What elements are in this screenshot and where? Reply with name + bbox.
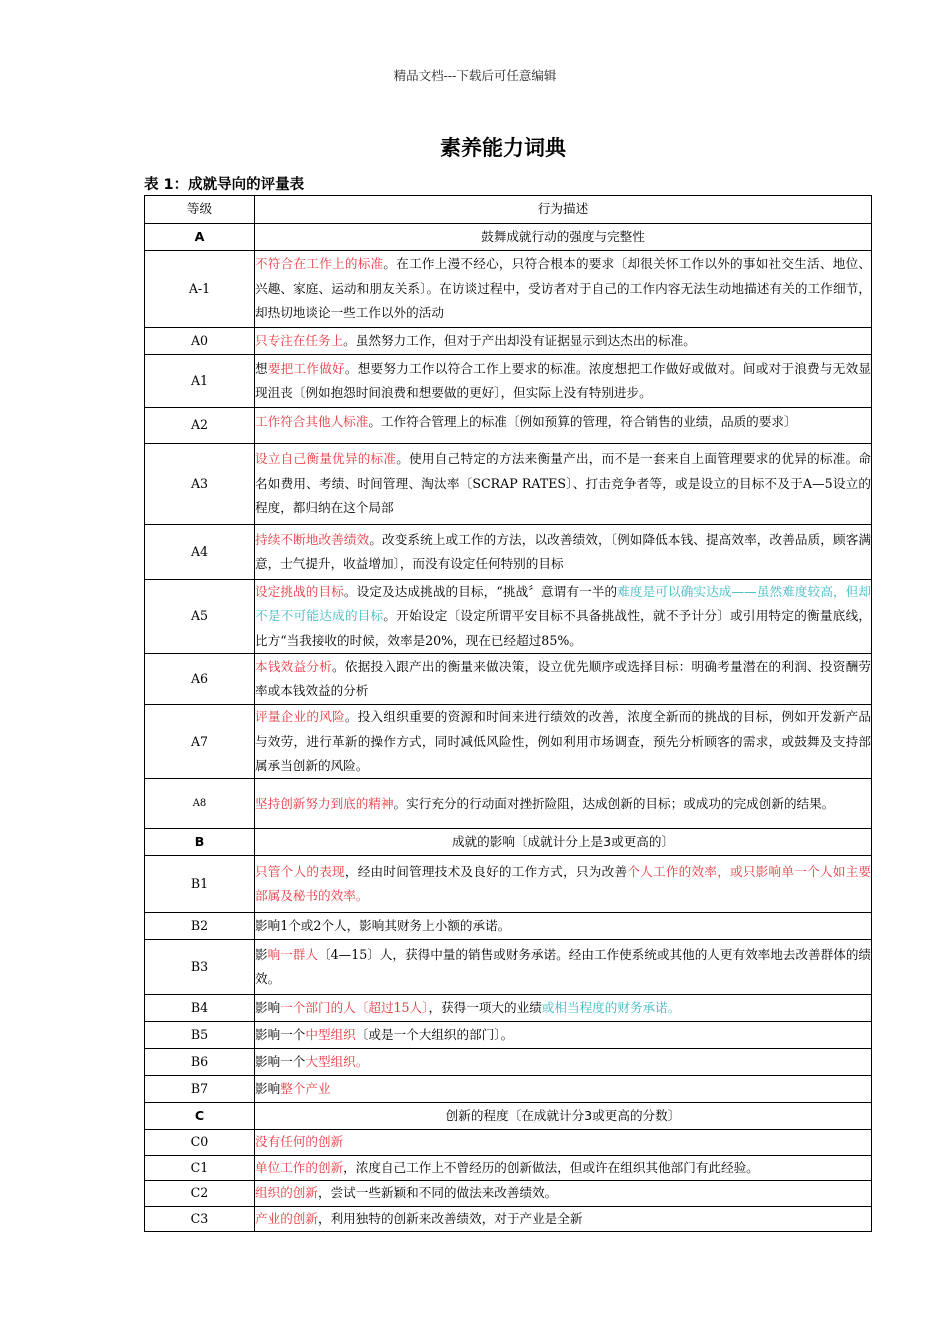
description-text [255,580,871,653]
table-row [145,1049,872,1076]
highlighted-text: 要把工作做好 [267,360,345,376]
grade-cell: C3 [145,1206,255,1231]
grade-cell: A3 [145,444,255,525]
grade-cell: A [145,224,255,251]
description-segment: 影响一个 [255,1027,306,1043]
description-cell [255,1130,872,1155]
grade-cell: A4 [145,525,255,580]
description-segment: 影响 [255,1000,281,1016]
section-row [145,829,872,856]
description-cell [255,408,872,444]
section-row [145,224,872,251]
description-segment: ，尝试一些新颖和不同的做法来改善绩效。 [317,1185,558,1201]
grade-cell: C1 [145,1155,255,1180]
document-title: 素养能力词典 [440,136,566,160]
highlighted-text: 单位工作的创新 [255,1159,344,1175]
description-cell [255,251,872,328]
table-body [145,224,872,1232]
highlighted-text: 没有任何的创新 [255,1134,344,1150]
header-note: 精品文档---下载后可任意编辑 [393,68,557,83]
description-cell [255,705,872,779]
table-row [145,328,872,355]
highlighted-text: 只管个人的表现 [255,864,345,880]
highlighted-text: 工作符合其他人标准 [255,413,369,429]
description-cell [255,940,872,995]
table-row [145,444,872,525]
highlighted-text: 或相当程度的财务承诺。 [541,1000,681,1016]
description-segment: 。使用自己特定的方法来衡量产出，而不是一套来自上面管理要求的优异的标准。命名如费用、考绩、时间管理、淘汰率〔SCRAP RATES〕、打击竞争者等，或是设立的目标不及于A—5设立的程度，都归纳在这个局部 [255,451,872,516]
highlighted-text: 产业的创新 [255,1210,318,1226]
grade-cell: C0 [145,1130,255,1155]
grade-cell: B5 [145,1022,255,1049]
description-text [255,860,871,909]
grade-cell: A6 [145,654,255,705]
description-text [255,447,871,520]
column-header-description: 行为描述 [255,196,872,224]
description-cell [255,995,872,1022]
description-segment: 影响1个或2个人，影响其财务上小额的承诺。 [255,918,511,934]
grade-cell: B1 [145,856,255,913]
grade-cell: A2 [145,408,255,444]
description-text [255,705,871,778]
grade-cell: B [145,829,255,856]
table-row [145,995,872,1022]
description-segment: 影 [255,947,268,963]
highlighted-text: 响一群人 [267,947,318,963]
table-row [145,355,872,408]
section-title: 鼓舞成就行动的强度与完整性 [255,224,872,251]
description-segment: ，浓度自己工作上不曾经历的创新做法，但或许在组织其他部门有此经验。 [343,1159,759,1175]
grade-cell: C2 [145,1181,255,1206]
table-row [145,408,872,444]
table-row [145,913,872,940]
highlighted-text: 组织的创新 [255,1185,318,1201]
grade-cell: B3 [145,940,255,995]
grade-cell: A-1 [145,251,255,328]
table-row [145,525,872,580]
highlighted-text: 评量企业的风险 [255,709,345,725]
grade-cell: B4 [145,995,255,1022]
table-caption: 表 1：成就导向的评量表 [144,177,305,193]
description-segment: 。投入组织重要的资源和时间来进行绩效的改善，浓度全新而的挑战的目标，例如开发新产品与效劳，进行革新的操作方式，同时减低风险性，例如利用市场调查，预先分析顾客的需求，或鼓舞及支持部属承当创新的风险。 [255,709,872,774]
description-cell [255,1076,872,1103]
table-row [145,654,872,705]
description-cell [255,580,872,654]
table-row [145,940,872,995]
grade-cell: A8 [145,779,255,829]
description-cell [255,444,872,525]
description-segment: 影响一个 [255,1054,306,1070]
description-text [255,1023,871,1047]
table-row [145,1181,872,1206]
description-segment: 。想要努力工作以符合工作上要求的标准。浓度想把工作做好或做对。间或对于浪费与无效显现沮丧〔例如抱怨时间浪费和想要做的更好〕，但实际上没有特别进步。 [255,360,872,400]
description-text [255,1050,871,1074]
description-segment: ，经由时间管理技术及良好的工作方式，只为改善 [344,864,628,880]
highlighted-text: 不符合在工作上的标准 [255,256,384,272]
description-segment: 影响 [255,1081,281,1097]
description-segment: 。实行充分的行动面对挫折险阻，达成创新的目标；或成功的完成创新的结果。 [393,795,835,811]
description-cell [255,355,872,408]
highlighted-text: 设定挑战的目标 [255,584,344,599]
description-text [255,329,871,353]
grade-cell: B6 [145,1049,255,1076]
highlighted-text: 设立自己衡量优异的标准 [255,451,397,467]
description-cell [255,1022,872,1049]
description-cell [255,654,872,705]
description-cell [255,1049,872,1076]
description-cell [255,1181,872,1206]
table-row [145,705,872,779]
table-row [145,779,872,829]
section-row [145,1103,872,1130]
description-segment: 。设定及达成挑战的目标，“挑战〞意谓有一半的 [343,584,618,599]
description-segment: 〔4—15〕人，获得中量的销售或财务承诺。经由工作使系统或其他的人更有效率地去改善群体的绩效。 [255,947,872,987]
description-cell [255,913,872,940]
description-text [255,914,871,938]
description-segment: ，利用独特的创新来改善绩效，对于产业是全新 [317,1210,583,1226]
rating-table [144,195,872,1232]
description-segment: 想 [255,360,268,376]
description-cell [255,525,872,580]
grade-cell: A1 [145,355,255,408]
grade-cell: A7 [145,705,255,779]
grade-cell: B7 [145,1076,255,1103]
description-segment: 。开始设定〔设定所谓平安目标不具备挑战性，就不予计分〕或引用特定的衡量底线，比方“当我接收的时候，效率是20%，现在已经超过85%。 [255,608,872,648]
highlighted-text: 本钱效益分析 [255,658,333,674]
highlighted-text: 个人工作的效率，或只影响单一个人如主要部属及秘书的效率。 [255,864,872,904]
highlighted-text: 坚持创新努力到底的精神 [255,795,394,811]
description-segment: 。工作符合管理上的标准〔例如预算的管理，符合销售的业绩，品质的要求〕 [368,413,797,429]
description-text [255,1130,871,1154]
highlighted-text: 持续不断地改善绩效 [255,531,370,547]
highlighted-text: 大型组织。 [305,1054,369,1070]
description-text [255,357,871,406]
table-row [145,856,872,913]
description-text [255,792,871,816]
grade-cell: B2 [145,913,255,940]
table-row [145,1206,872,1231]
description-text [255,943,871,992]
description-text [255,528,871,577]
description-cell [255,856,872,913]
table-row [145,251,872,328]
description-segment: 。在工作上漫不经心，只符合根本的要求〔却很关怀工作以外的事如社交生活、地位、兴趣、家庭、运动和朋友关系〕。在访谈过程中，受访者对于自己的工作内容无法生动地描述有关的工作细节，却热切地谈论一些工作以外的活动 [255,256,872,321]
highlighted-text: 难度是可以确实达成——虽然难度较高，但却不是不可能达成的目标 [255,584,872,624]
highlighted-text: 整个产业 [280,1081,331,1097]
description-segment: 〔或是一个大组织的部门〕。 [355,1027,514,1043]
description-cell [255,1155,872,1180]
description-cell [255,779,872,829]
description-segment: ，获得一项大的业绩 [428,1000,542,1016]
section-title: 成就的影响〔成就计分上是3或更高的〕 [255,829,872,856]
description-cell [255,1206,872,1231]
table-row [145,1022,872,1049]
description-text [255,1181,871,1205]
highlighted-text: 中型组织 [305,1027,356,1043]
description-segment: 。虽然努力工作，但对于产出却没有证据显示到达杰出的标准。 [343,332,696,348]
table-row [145,580,872,654]
description-text [255,1156,871,1180]
description-text [255,996,871,1020]
description-text [255,410,871,442]
highlighted-text: 只专注在任务上 [255,332,344,348]
description-text [255,655,871,704]
highlighted-text: 一个部门的人〔超过15人〕 [280,1000,429,1016]
table-row [145,1155,872,1180]
description-text [255,252,871,325]
grade-cell: C [145,1103,255,1130]
grade-cell: A5 [145,580,255,654]
table-row [145,1130,872,1155]
table-row [145,1076,872,1103]
table-header-row [145,196,872,224]
description-segment: 。改变系统上或工作的方法，以改善绩效，〔例如降低本钱、提高效率，改善品质，顾客满意，士气提升，收益增加〕，而没有设定任何特别的目标 [255,531,872,571]
section-title: 创新的程度〔在成就计分3或更高的分数〕 [255,1103,872,1130]
column-header-grade: 等级 [145,196,255,224]
description-segment: 。依据投入跟产出的衡量来做决策，设立优先顺序或选择目标：明确考量潜在的利润、投资酬劳率或本钱效益的分析 [255,658,872,699]
description-text [255,1077,871,1101]
description-text [255,1207,871,1231]
description-cell [255,328,872,355]
grade-cell: A0 [145,328,255,355]
